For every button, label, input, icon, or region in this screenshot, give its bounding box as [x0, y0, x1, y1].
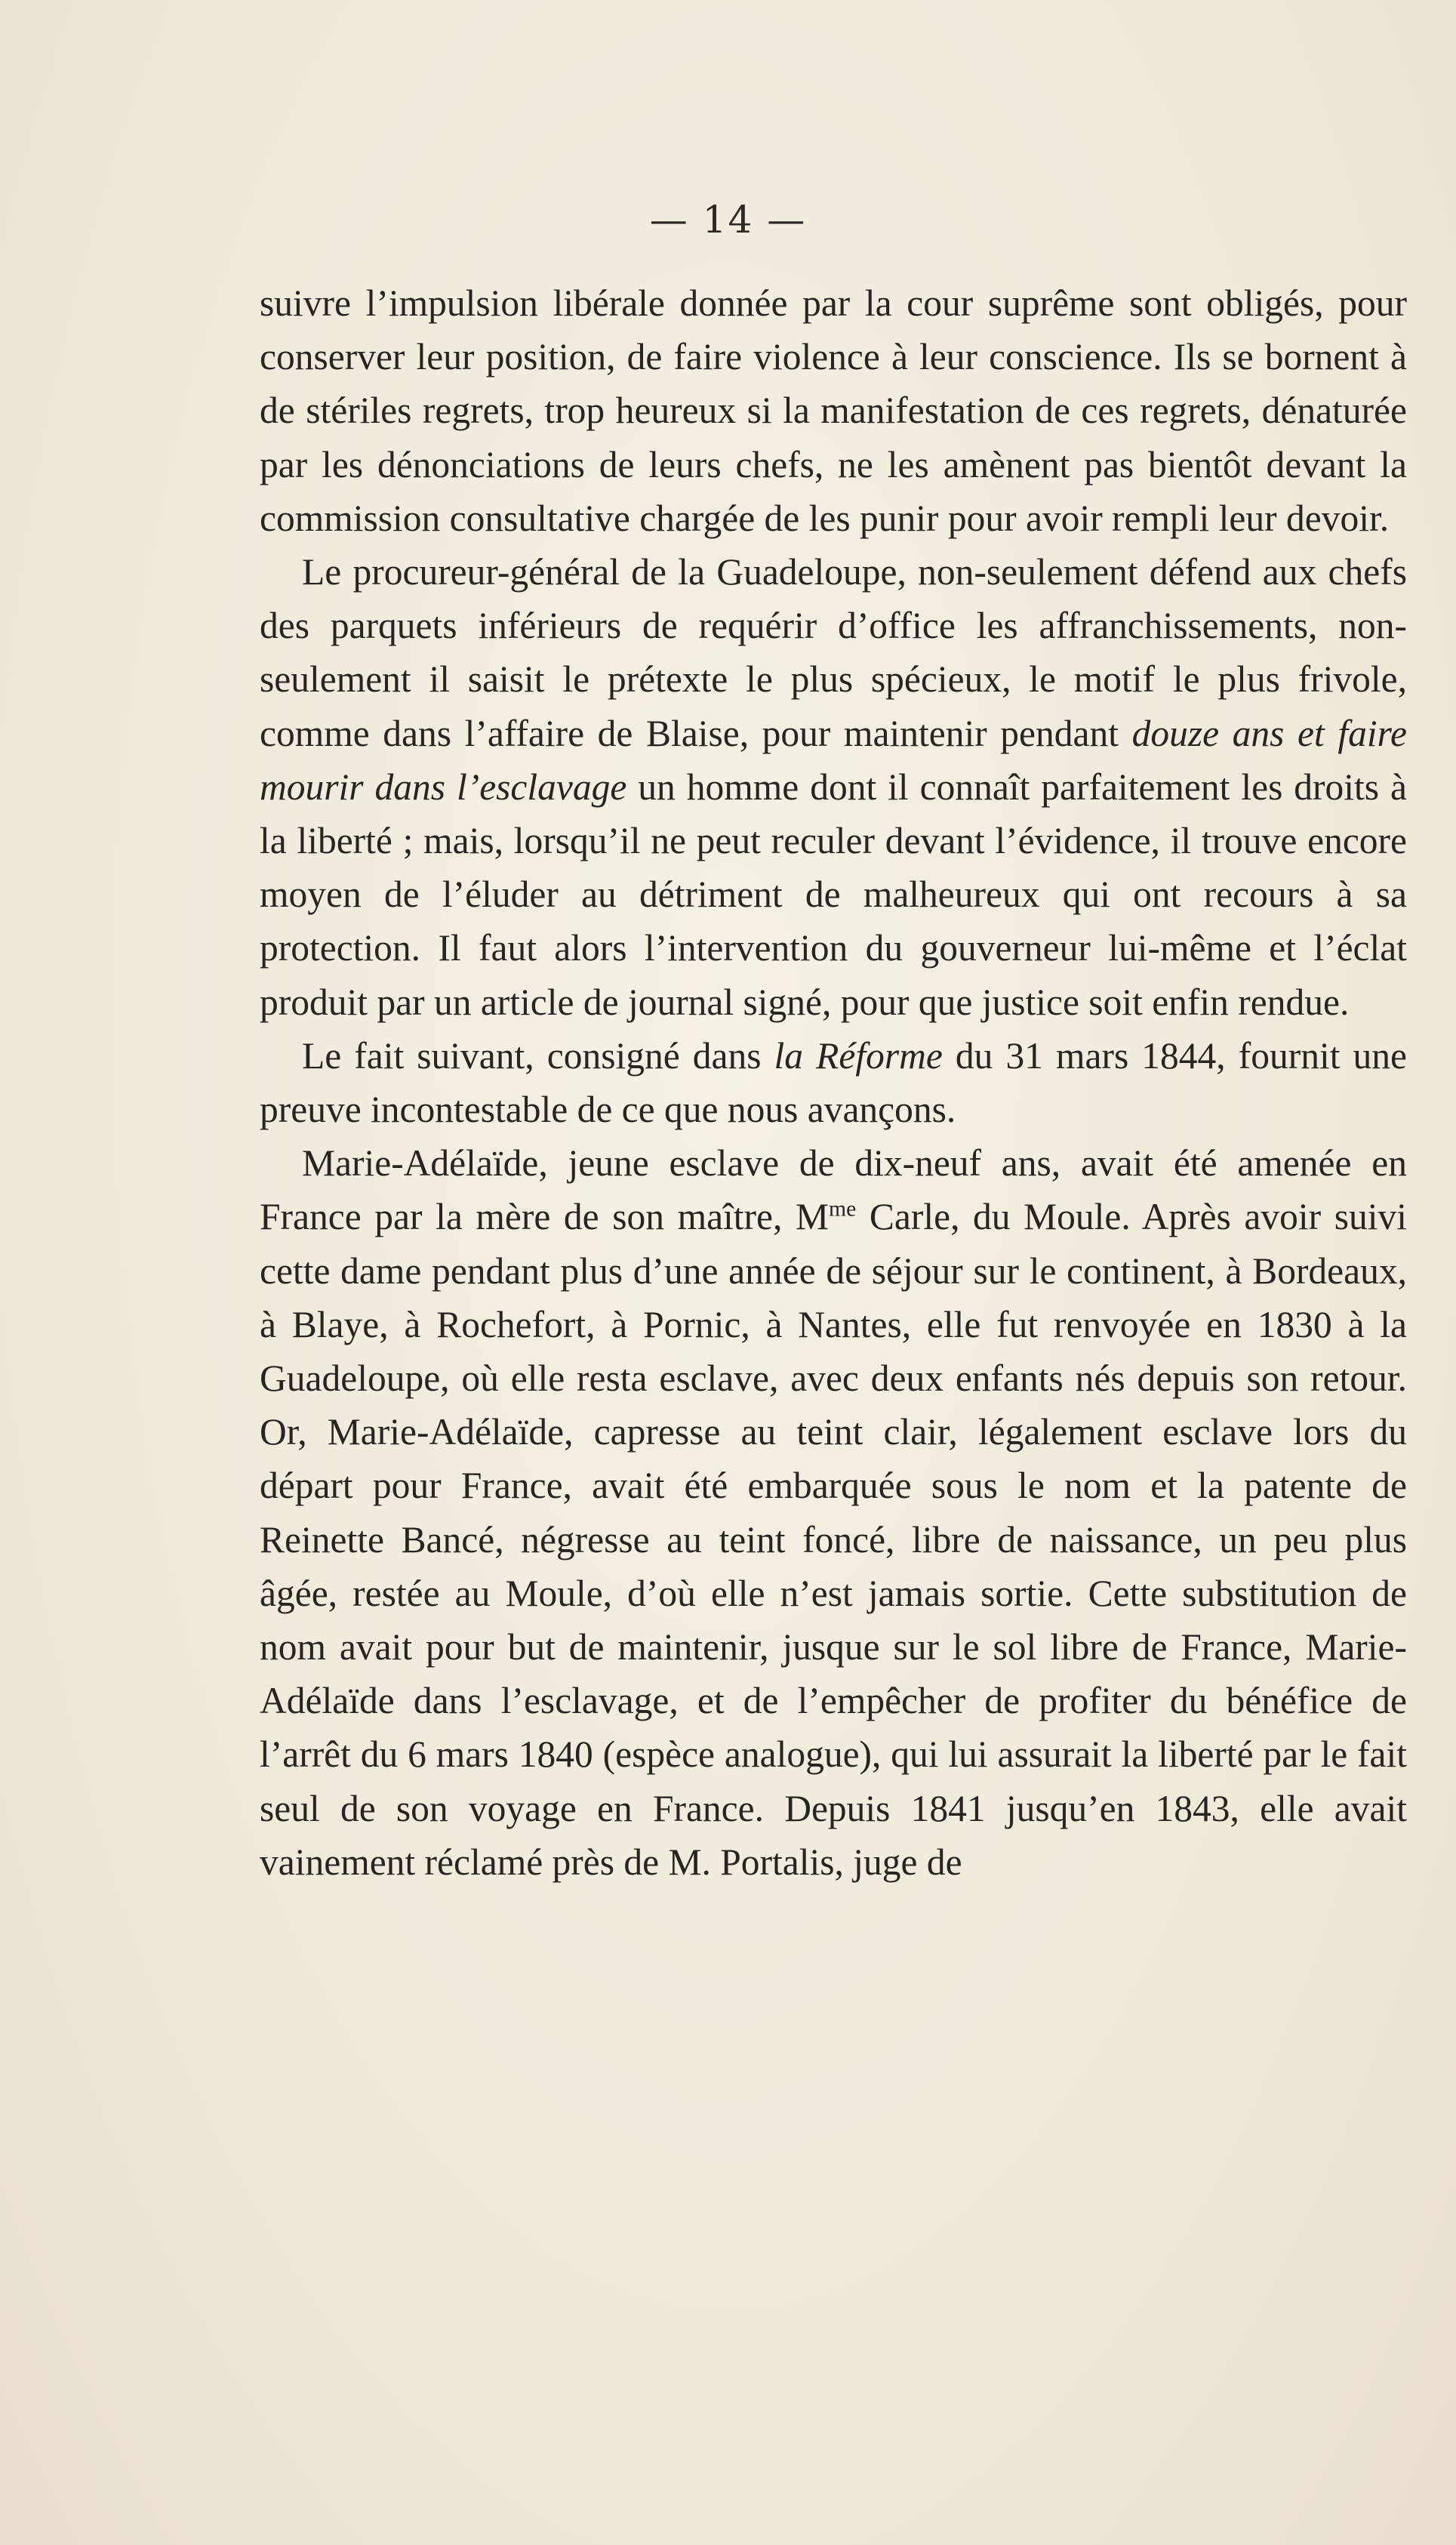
paragraph-text: un homme dont il connaît parfaitement les droits à la liberté ; mais, lorsqu’il ne peut reculer devant l’évidence, il trouve encore moyen de l’éluder au détriment de malheureux qui ont recours à sa protection. Il faut alors l’intervention du gouverneur lui-même et l’éclat produit par un article de journal signé, pour que justice soit enfin rendue.: [260, 766, 1407, 1023]
italic-phrase: douze ans et faire mourir dans l’esclavage: [260, 712, 1408, 808]
journal-title: la Réforme: [774, 1034, 943, 1077]
page-number: — 14 —: [649, 198, 807, 242]
paragraph-text: Le fait suivant, consigné dans: [302, 1034, 774, 1077]
body-text: [260, 276, 1407, 1889]
paragraph-continuation: [260, 276, 1407, 545]
paragraph-marie-adelaide: [260, 1136, 1407, 1889]
superscript-abbrev: me: [829, 1197, 857, 1222]
paragraph-text: Marie-Adélaïde, jeune esclave de dix-neuf ans, avait été amenée en France par la mère de son maître, M: [260, 1142, 1407, 1238]
paragraph-reforme: [260, 1029, 1407, 1136]
paragraph-text: Le procureur-général de la Guadeloupe, non-seulement défend aux chefs des parquets inférieurs de requérir d’office les affranchissements, non-seulement il saisit le prétexte le plus spécieux, le motif le plus frivole, comme dans l’affaire de Blaise, pour maintenir pendant: [260, 551, 1407, 754]
paragraph-text: du 31 mars 1844, fournit une preuve incontestable de ce que nous avançons.: [260, 1034, 1407, 1131]
paragraph-procureur: [260, 545, 1407, 1029]
paragraph-text: suivre l’impulsion libérale donnée par la cour suprême sont obligés, pour conserver leur position, de faire violence à leur conscience. Ils se bornent à de stériles regrets, trop heureux si la manifestation de ces regrets, dénaturée par les dénonciations de leurs chefs, ne les amènent pas bientôt devant la commission consultative chargée de les punir pour avoir rempli leur devoir.: [260, 282, 1407, 539]
paragraph-text: Carle, du Moule. Après avoir suivi cette dame pendant plus d’une année de séjour sur le continent, à Bordeaux, à Blaye, à Rochefort, à Pornic, à Nantes, elle fut renvoyée en 1830 à la Guadeloupe, où elle resta esclave, avec deux enfants nés depuis son retour. Or, Marie-Adélaïde, capresse au teint clair, légalement esclave lors du départ pour France, avait été embarquée sous le nom et la patente de Reinette Bancé, négresse au teint foncé, libre de naissance, un peu plus âgée, restée au Moule, d’où elle n’est jamais sortie. Cette substitution de nom avait pour but de maintenir, jusque sur le sol libre de France, Marie-Adélaïde dans l’esclavage, et de l’empêcher de profiter du bénéfice de l’arrêt du 6 mars 1840 (espèce analogue), qui lui assurait la liberté par le fait seul de son voyage en France. Depuis 1841 jusqu’en 1843, elle avait vainement réclamé près de M. Portalis, juge de: [260, 1196, 1407, 1883]
